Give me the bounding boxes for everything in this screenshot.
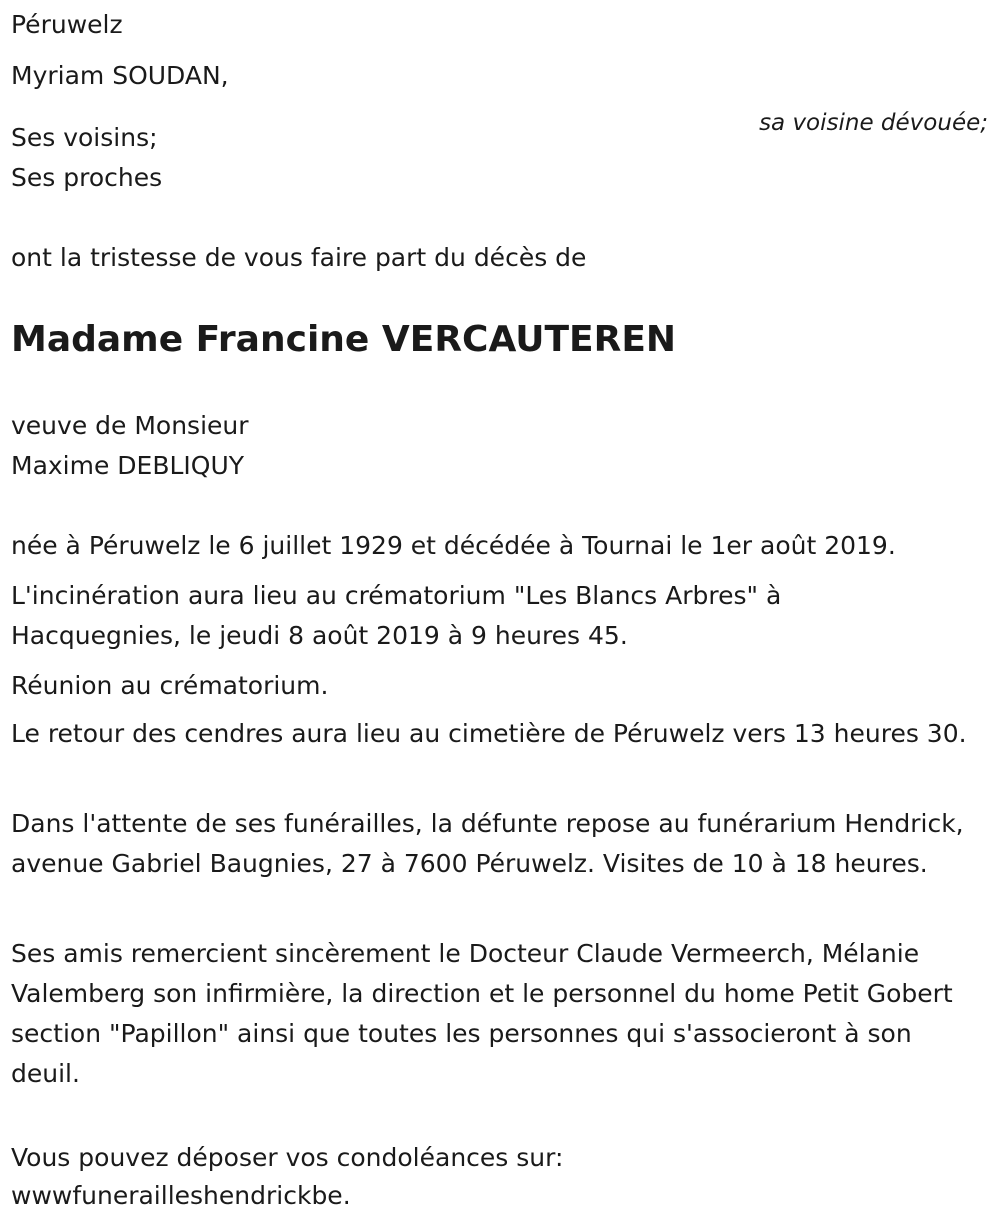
condolences-label: Vous pouvez déposer vos condoléances sur: [11,1143,564,1172]
signatory-name: Myriam SOUDAN, [11,61,229,90]
relatives-line: Ses proches [11,163,163,192]
condolences-website[interactable]: wwwfunerailleshendrickbe. [11,1181,351,1210]
ashes-text: Le retour des cendres aura lieu au cimetière de Péruwelz vers 13 heures 30. [11,719,967,748]
cremation-text: L'incinération aura lieu au crématorium "Les Blancs Arbres" à Hacquegnies, le jeudi 8 août 2019 à 9 heures 45. [11,581,782,650]
neighbours-line: Ses voisins; [11,123,158,152]
thanks-text: Ses amis remercient sincèrement le Docteur Claude Vermeerch, Mélanie Valemberg son infirmière, la direction et le personnel du home Petit Gobert section "Papillon" ainsi que toutes les personnes qui s'associeront à son deuil. [11,939,953,1088]
city-line: Péruwelz [11,10,123,39]
announcement-intro: ont la tristesse de vous faire part du décès de [11,243,587,272]
deceased-name: Madame Francine VERCAUTEREN [11,319,677,360]
birth-death-text: née à Péruwelz le 6 juillet 1929 et décédée à Tournai le 1er août 2019. [11,531,896,560]
meeting-text: Réunion au crématorium. [11,671,329,700]
widow-line-2: Maxime DEBLIQUY [11,451,245,480]
signatory-role: sa voisine dévouée; [759,110,988,136]
widow-line-1: veuve de Monsieur [11,411,249,440]
repose-text: Dans l'attente de ses funérailles, la défunte repose au funérarium Hendrick, avenue Gabriel Baugnies, 27 à 7600 Péruwelz. Visites de 10 à 18 heures. [11,809,964,878]
